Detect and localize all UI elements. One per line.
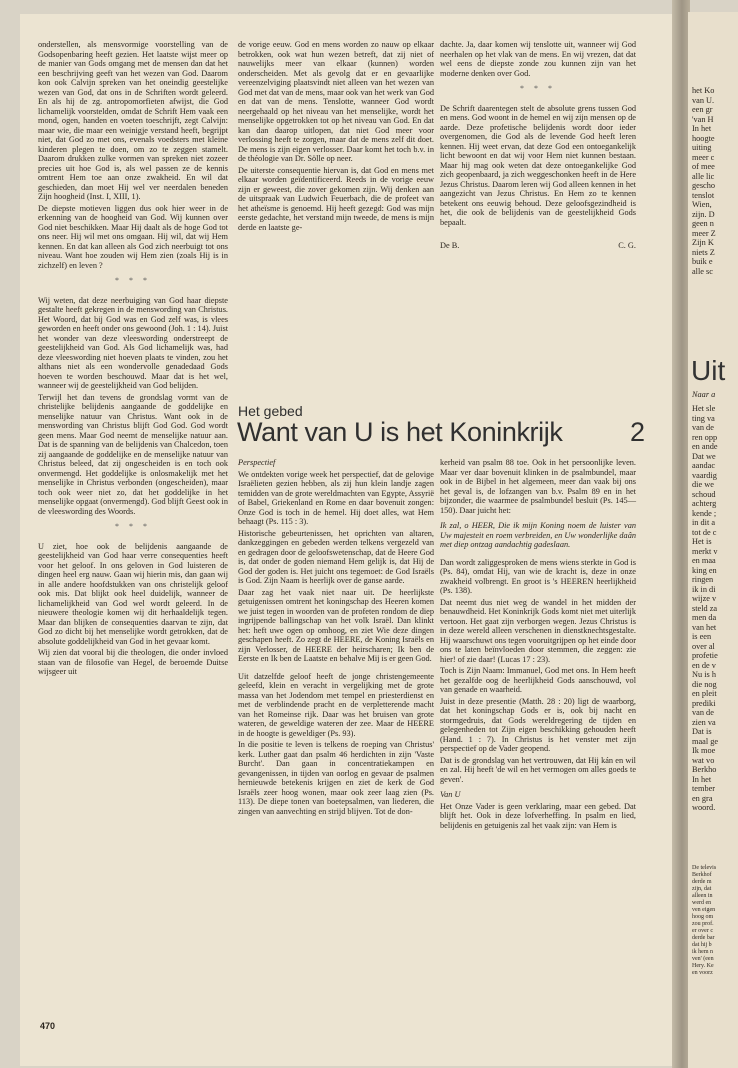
next-page-line: In het bbox=[692, 774, 712, 784]
col1-paragraph: onderstellen, als mensvormige voorstelling van de Godsopenbaring heeft gezien. Het laatste wijst meer op de manier van Gods omgang met de mensen dan dat het een beschrijving geeft van het wezen van God. Daarom kon ook Calvijn spreken van het oneindig geestelijke wezen van God, dat ons in de Schriften wordt geleerd. En als hij de zg. antropomorfieten afwijst, die God lichamelijk voorstelden, omdat de Schrift Hem vaak een mond, ogen, handen en voeten toeschrijft, zegt Calvijn: maar wie, die maar een weinigje verstand heeft, begrijpt niet, dat God zo met ons, evenals voedsters met kleine kinderen plegen te doen, om zo te zeggen stamelt. Daarom drukken zulke vormen van spreken niet zozeer precies uit hoe God is, als wel passen ze de kennis omtrent Hem toe aan onze zwakheid. En wil dat geschieden, dan moet Hij wel ver neerdalen beneden Zijn hoogheid (Inst. I, XIII, 1). bbox=[38, 40, 228, 201]
next-page-line: meer Z bbox=[692, 228, 716, 238]
next-page-line: Zijn K bbox=[692, 238, 714, 247]
next-page-line: tot de c bbox=[692, 527, 717, 537]
next-page-line: en voorz bbox=[692, 970, 713, 976]
next-page-line: Dat we bbox=[692, 451, 716, 461]
author-signature bbox=[440, 241, 636, 251]
column-1 bbox=[38, 40, 228, 679]
section-divider: * * * bbox=[115, 276, 151, 285]
next-page-line: prediki bbox=[692, 698, 716, 708]
next-page-line: Ik moe bbox=[692, 746, 716, 755]
article-paragraph: Het Onze Vader is geen verklaring, maar een gebed. Dat blijft het. Ook in deze lofverheffing. In psalm en lied, belijdenis en getuigenis zal het vaak zijn: van Hem is bbox=[440, 801, 636, 830]
next-page-line: Dat is bbox=[692, 727, 712, 736]
article-column-b bbox=[440, 458, 636, 832]
next-page-line: werd en bbox=[692, 900, 712, 906]
next-page-line: geen n bbox=[692, 219, 714, 228]
next-page-line: vaardig bbox=[692, 470, 717, 480]
next-page-line: Het is bbox=[692, 537, 712, 546]
next-page-line: er over c bbox=[692, 928, 713, 934]
article-paragraph: Dat is de grondslag van het vertrouwen, dat Hij kán en wil en zal. Hij heeft 'de wil en het vermogen om alles goeds te geven'. bbox=[440, 755, 636, 784]
next-page-line: van de bbox=[692, 423, 714, 432]
article-paragraph: Uit datzelfde geloof heeft de jonge christengemeente geleefd, klein en veracht in vergelijking met de grote massa van het Jodendom met tempel en priesterdienst en met de verblindende pracht en de verpletterende macht van het Romeinse rijk. Daar was het bruisen van grote wateren, de geweldige wateren der zee. Maar de HEERE in de hoogte is geweldiger (Ps. 93). bbox=[238, 671, 434, 738]
next-page-line: gescho bbox=[692, 181, 716, 190]
col1-paragraph: Terwijl het dan tevens de grondslag vormt van de christelijke belijdenis aangaande de goddelijke en menselijke natuur van Christus. Want ook in de menswording van Christus blijft God God. God wordt geen mens. Maar God neemt de menselijke natuur aan. Dat is de spanning van de belijdenis van Chalcedon, toen zij aangaande de goddelijke en de menselijke natuur van Christus beleed, dat zij ongescheiden is en toch ook onvermengd. Het goddelijke is onlosmakelijk met het menselijke in Christus verbonden (ongescheiden), maar toch ook weer niet zo, dat het goddelijke in het menselijke opgaat (onvermengd). God blijft Geest ook in de vleeswording des Woords. bbox=[38, 392, 228, 516]
next-page-line: Wien, bbox=[692, 200, 712, 209]
next-page-line: over al bbox=[692, 641, 715, 651]
next-page-line: maal ge bbox=[692, 736, 719, 746]
next-page-line: merkt v bbox=[692, 546, 718, 556]
next-page-line: en pleit bbox=[692, 689, 717, 698]
next-page-line: Nu is h bbox=[692, 670, 716, 679]
col1-paragraph: De diepste motieven liggen dus ook hier weer in de erkenning van de hoogheid van God. Wij kunnen over God niet beschikken. Maar Hij daalt als de hoge God tot ons neer. Hij wil met ons omgaan. Hij wil, dat wij Hem kennen. En dat kan alleen als God zich neerbuigt tot ons niveau. Want hoe zouden wij Hem zien (zoals Hij is in zichzelf) en leven ? bbox=[38, 203, 228, 270]
next-page-line: en ande bbox=[692, 442, 718, 451]
article-paragraph: Toch is Zijn Naam: Immanuel, God met ons. In Hem heeft het gezalfde oog de heerlijkheid Gods aanschouwd, vol van genade en waarheid. bbox=[440, 666, 636, 694]
article-kicker: Het gebed bbox=[238, 403, 303, 419]
article-part-number: 2 bbox=[630, 417, 646, 447]
next-page-line: van de bbox=[692, 708, 714, 717]
next-page-line: een gr bbox=[692, 105, 713, 114]
col1-paragraph: Wij weten, dat deze neerbuiging van God haar diepste gestalte heeft gekregen in de menswording van Christus. Het Woord, dat bij God was en God zelf was, is vlees geworden en heeft onder ons gewoond (Joh. 1 : 14). Juist het wonder van deze vleeswording onderstreept de geestelijkheid van God. Als God lichamelijk was, had deze vleeswording niet hoeven plaats te vinden, zou het althans niet als een wondervolle genadedaad Gods hoeven te worden beschouwd. Maar dat is het wel, wanneer wij de geestelijkheid van God belijden. bbox=[38, 295, 228, 390]
section-divider: * * * bbox=[115, 522, 151, 531]
next-page-line: king en bbox=[692, 565, 717, 575]
next-page-line: van U. bbox=[692, 95, 715, 105]
article-headline: Want van U is het Koninkrijk bbox=[237, 417, 563, 447]
next-page-line: in dit a bbox=[692, 518, 716, 527]
col2-paragraph: De uiterste consequentie hiervan is, dat God en mens met elkaar worden geïdentificeerd. Reeds in de vorige eeuw zijn er geweest, die zover gekomen zijn. Wij denken aan de uitspraak van Ludwich Feuerbach, die de profeet van het atheïsme is genoemd. Hij heeft gezegd: God was mijn eerste gedachte, het verstand mijn tweede, de mens is mijn derde en laatste ge- bbox=[238, 165, 434, 232]
next-page-line: De televis bbox=[692, 865, 717, 871]
next-page-line: schoud bbox=[692, 489, 716, 499]
next-page-line: alle sc bbox=[692, 266, 713, 276]
next-page-line: die we bbox=[692, 480, 714, 489]
next-page-line: derde bar bbox=[692, 935, 715, 941]
next-page-line: zijn, dat bbox=[692, 886, 712, 892]
next-page-line: ven' (een bbox=[692, 956, 714, 962]
next-page-footnote bbox=[692, 865, 716, 977]
page-number: 470 bbox=[40, 1021, 56, 1031]
next-page-line: niets Z bbox=[692, 247, 715, 257]
article-paragraph: Dat neemt dus niet weg de wandel in het midden der benauwdheid. Het Koninkrijk Gods komt niet met uiterlijk vertoon. Het gaat zijn verborgen wegen. Jezus Christus is in deze wereld alleen verschenen in dienstknechtsgestalte. Hij waarschuwt ons tegen vooruitgrijpen op het einde door ons te laten beïnvloeden door stemmen, die zeggen: zie hier! of zie daar! (Lucas 17 : 23). bbox=[440, 597, 636, 664]
next-page-line: ren opp bbox=[692, 432, 718, 442]
next-page-line: is een bbox=[692, 632, 712, 641]
next-page-line: het Ko bbox=[692, 86, 715, 95]
article-paragraph: Historische gebeurtenissen, het oprichten van altaren, dankzeggingen en gebeden werden telkens vergezeld van en gedragen door de geloofswetenschap, dat de Heere God is, dat onder de goden niemand Hem gelijk is, dat Hij de God der goden is. Het juicht ons tegemoet: de God Israëls is God. Zijn Naam is heerlijk over de ganse aarde. bbox=[238, 528, 434, 585]
next-page-line: aandac bbox=[692, 461, 716, 470]
next-page-line: Berkhof bbox=[692, 872, 712, 878]
col3-paragraph: dachte. Ja, daar komen wij tenslotte uit, wanneer wij God neerhalen op het vlak van de mens. En wij vrezen, dat dat wel eens de diepste zonde zou kunnen zijn van het moderne denken over God. bbox=[440, 40, 636, 78]
signature-left: De B. bbox=[440, 241, 460, 250]
col1-paragraph: Wij zien dat vooral bij die theologen, die onder invloed staan van de filosofie van Hegel, de beroemde Duitse wijsgeer uit bbox=[38, 648, 228, 676]
col2-paragraph: de vorige eeuw. God en mens worden zo nauw op elkaar betrokken, ook wat hun wezen betreft, dat zij niet of nauwelijks meer van elkaar (kunnen) worden onderscheiden. Met als gevolg dat er en gevaarlijke vereenzelviging plaatsvindt niet alleen van het wezen van God met dat van de mens, maar ook van het werk van God en dat van de mens. Tenslotte, wanneer God wordt neergehaald op het niveau van het menselijke, wordt het menselijke opgetrokken tot op het niveau van God. En dat kan dan daarop uitlopen, dat niet God meer voor verlossing heeft te zorgen, maar dat de mens zelf dit doet. De mens is zijn eigen verlosser. Daar komt het toch b.v. in de théologie van Dr. Sölle op neer. bbox=[238, 40, 434, 163]
article-paragraph: We ontdekten vorige week het perspectief, dat de gelovige Israëlieten gezien hebben, als zij hun klein landje zagen temidden van de grote wereldmachten van Egypte, Assyrië of Babel, Griekenland en Rome en daar bovenuit zongen: Onze God is toch in de hemel. Hij doet alles, wat Hem behaagt (Ps. 115 : 3). bbox=[238, 469, 434, 526]
next-page-line: zien va bbox=[692, 717, 716, 727]
next-page-line: en de v bbox=[692, 660, 716, 670]
next-page-line: die nog bbox=[692, 679, 717, 689]
next-page-line: hoogte bbox=[692, 133, 715, 143]
next-page-title: Uit bbox=[691, 355, 726, 386]
next-page-line: zou prof. bbox=[692, 921, 714, 927]
psalm-quote: Ik zal, o HEER, Die ik mijn Koning noem de luister van Uw majesteit en roem verbreiden, en Uw wonderlijke daân met diep ontzag aandachtig gadeslaan. bbox=[440, 521, 636, 549]
next-page-line: steld za bbox=[692, 603, 718, 613]
next-page-line: achterg bbox=[692, 499, 717, 508]
article-column-a bbox=[238, 458, 434, 818]
article-paragraph: Daar zag het vaak niet naar uit. De heerlijkste getuigenissen omtrent het koningschap des Heeren komen we juist tegen in woorden van de profeten rondom de diep ingrijpende ballingschap van het volk Israël. Dan klinkt het: heft uwe ogen op omhoog, en ziet Wie deze dingen geschapen heeft. Zo zegt de HEERE, de Koning Israëls en zijn Verlosser, de HEERE der heirscharen; Ik ben de Eerste en Ik ben de Laatste en behalve Mij is er geen God. bbox=[238, 587, 434, 663]
next-page-line: ik in di bbox=[692, 584, 716, 594]
right-page-edge bbox=[688, 12, 738, 1068]
signature-right: C. G. bbox=[618, 241, 636, 250]
next-page-line: Berkho bbox=[692, 765, 717, 774]
next-page-top-text bbox=[692, 86, 738, 276]
next-page-line: wat vo bbox=[692, 755, 715, 765]
next-page-line: hoog om bbox=[692, 914, 714, 920]
next-page-line: buik e bbox=[692, 257, 713, 266]
next-page-line: alleen in bbox=[692, 893, 713, 899]
next-page-line: zijn. D bbox=[692, 209, 715, 219]
article-paragraph: In die positie te leven is telkens de roeping van Christus' kerk. Luther gaat dan psalm 46 herdichten in zijn 'Vaste Burcht'. Dan gaan in concentratiekampen en gevangenissen, in tijden van oorlog en gevaar de psalmen hernieuwde betekenis krijgen en ziet de kerk de God Israëls zeer hoog wonen, maar ook zeer laag zien (Ps. 113). De diepe tonen van boetepsalmen, van liederen, die zingen van aanvechting en strijd blijven. Tot de don- bbox=[238, 740, 434, 816]
next-page-line: ik hem n bbox=[692, 949, 713, 955]
next-page-body-text bbox=[692, 404, 738, 813]
next-page-line: Hery. Ke bbox=[692, 963, 714, 969]
col3-paragraph: De Schrift daarentegen stelt de absolute grens tussen God en mens. God woont in de hemel en wij zijn mensen op de aarde. Deze profetische belijdenis wordt door ieder overgenomen, die God als de levende God heeft leren kennen. Hij weet ervan, dat deze God een ontoegankelijk licht bewoont en dat wij voor Hem niet kunnen bestaan. Maar hij mag ook weten dat deze ontoegankelijke God zich geopenbaard, ja zich weggeschonken heeft in de Here Jezus Christus. Daarom leren wij God alleen kennen in het aangezicht van Jezus Christus. En Hem zo te kennen betekent ons eeuwig behoud. Deze geloofsgezindheid is het, die ook de belijdenis van de geestelijkheid Gods bepaalt. bbox=[440, 103, 636, 227]
next-page-line: dat hij b bbox=[692, 942, 712, 948]
col1-paragraph: U ziet, hoe ook de belijdenis aangaande de geestelijkheid van God haar verre consequenties heeft voor het geloof. In ons geloven in God luisteren de dingen heel erg nauw. Gaan wij hierin mis, dan gaan wij in alle andere hoofdstukken van ons christelijk geloof ook mis. Dat blijkt ook heel duidelijk, wanneer de lichamelijkheid van God wel wordt geleerd. In de nieuwere theologie komen wij dit herhaaldelijk tegen. Maar dan blijken de consequenties daarvan te zijn, dat God zo dicht bij het menselijke wordt getrokken, dat de absolute goddelijkheid van God in het gevaar komt. bbox=[38, 541, 228, 646]
column-3 bbox=[440, 40, 636, 251]
next-page-line: woord. bbox=[692, 803, 716, 812]
next-page-line: derde m bbox=[692, 879, 712, 885]
next-page-line: men da bbox=[692, 613, 717, 622]
next-page-line: meer c bbox=[692, 152, 715, 162]
next-page-line: of mee bbox=[692, 162, 715, 171]
next-page-line: wijze v bbox=[692, 594, 717, 603]
next-page-line: tember bbox=[692, 784, 716, 793]
next-page-line: profetie bbox=[692, 651, 718, 660]
section-divider: * * * bbox=[520, 84, 556, 93]
article-paragraph: Juist in deze presentie (Matth. 28 : 20) ligt de waarborg, dat het koningschap Gods er is, ook bij nacht en stormgedruis, dat Gods wereldregering de tijden en gelegenheden tot Zijn eigen beschikking gehouden heeft (Hand. 1 : 7). In Christus is het venster met zijn perspectief op de Vader geopend. bbox=[440, 696, 636, 753]
next-page-line: alle lic bbox=[692, 171, 715, 181]
next-page-line: en maa bbox=[692, 556, 716, 565]
article-paragraph: kerheid van psalm 88 toe. Ook in het persoonlijke leven. Maar ver daar bovenuit klinken in de psalmbundel, maar ook in de Bijbel in het algemeen, meer dan vaak bij ons het geval is, de lofzangen van b.v. Psalm 89 en in het bijzonder, die waarmee de psalmbundel besluit (Ps. 145—150). Daar juicht het: bbox=[440, 458, 636, 515]
next-page-line: Het sle bbox=[692, 404, 716, 413]
next-page-line: ting va bbox=[692, 413, 715, 423]
article-paragraph: Dan wordt zaliggesproken de mens wiens sterkte in God is (Ps. 84), omdat Hij, van wie de kracht is, deze in onze zwakheid volbrengt. En groot is 's HEEREN heerlijkheid (Ps. 138). bbox=[440, 557, 636, 595]
column-2 bbox=[238, 40, 434, 234]
next-page-line: van het bbox=[692, 622, 717, 632]
article-subhead: Perspectief bbox=[238, 458, 276, 467]
next-page-line: uiting bbox=[692, 143, 712, 152]
next-page-subtitle: Naar a bbox=[692, 390, 716, 399]
next-page-line: tenslot bbox=[692, 190, 715, 200]
next-page-line: ven eigen bbox=[692, 907, 716, 913]
next-page-line: ringen bbox=[692, 575, 714, 584]
next-page-line: 'van H bbox=[692, 114, 714, 124]
next-page-line: In het bbox=[692, 124, 712, 133]
next-page-line: en gra bbox=[692, 793, 713, 803]
article-subhead-van-u: Van U bbox=[440, 790, 461, 799]
next-page-line: kende ; bbox=[692, 508, 717, 518]
